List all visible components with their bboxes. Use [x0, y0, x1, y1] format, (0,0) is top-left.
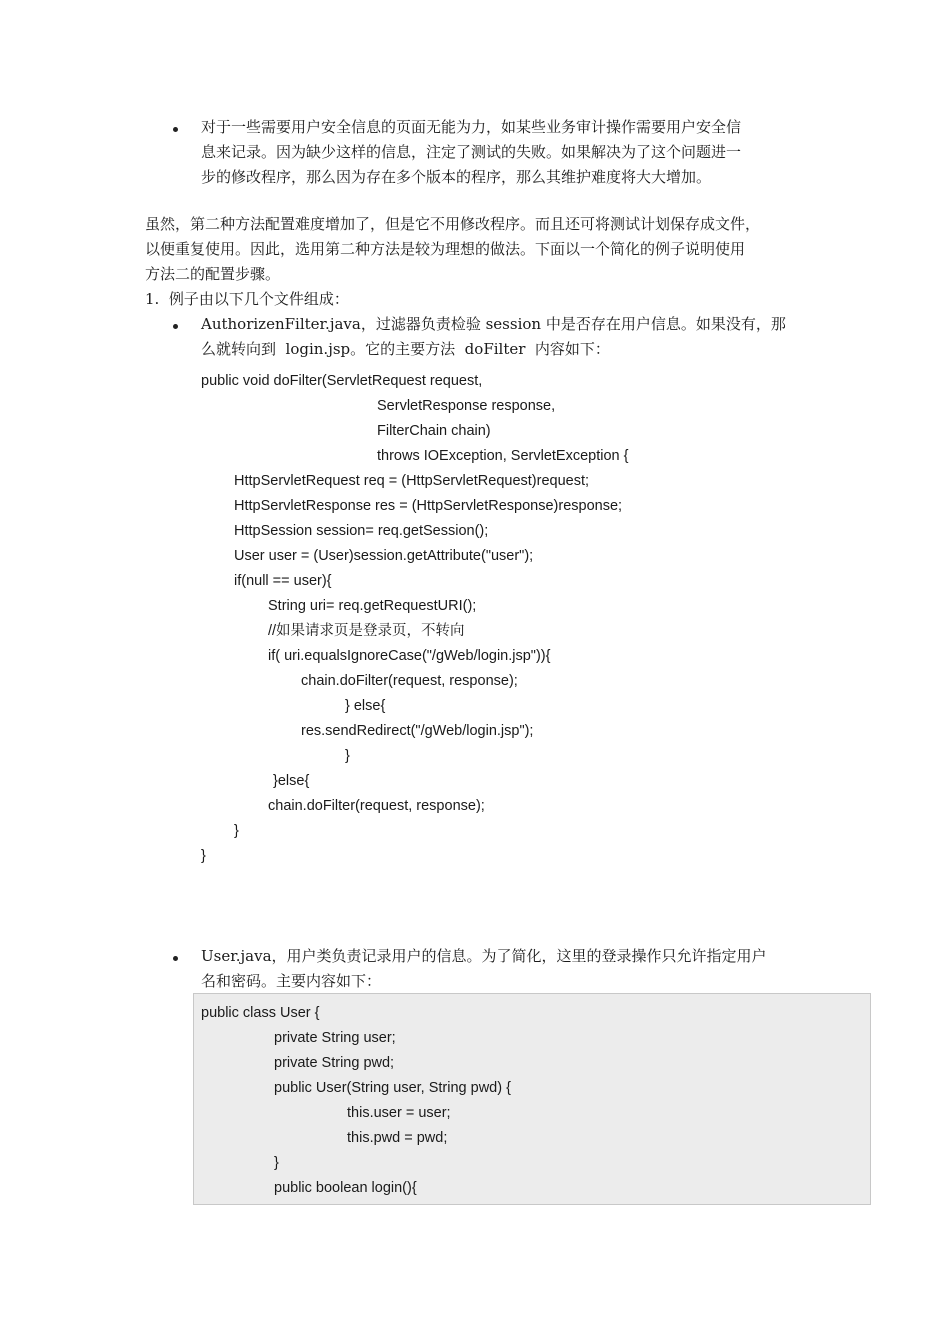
code1-line: } else{ — [345, 698, 386, 714]
code1-line: ServletResponse response, — [377, 398, 556, 414]
bullet1-line-2: 息来记录。因为缺少这样的信息，注定了测试的失败。如果解决为了这个问题进一 — [201, 143, 742, 161]
code1-line: chain.doFilter(request, response); — [268, 798, 485, 814]
code1-line: FilterChain chain) — [377, 423, 491, 439]
bullet-marker — [173, 324, 178, 329]
code2-line: private String user; — [274, 1030, 396, 1046]
bullet2-line-2: 么就转向到 login.jsp。它的主要方法 doFilter 内容如下： — [201, 340, 610, 358]
code1-line: chain.doFilter(request, response); — [301, 673, 518, 689]
code1-line: } — [234, 823, 239, 839]
code2-line: private String pwd; — [274, 1055, 395, 1071]
bullet1-line-3: 步的修改程序，那么因为存在多个版本的程序，那么其维护难度将大大增加。 — [201, 168, 712, 186]
paragraph-line-2: 以便重复使用。因此，选用第二种方法是较为理想的做法。下面以一个简化的例子说明使用 — [145, 240, 746, 258]
code2-line: } — [274, 1155, 279, 1171]
bullet-marker — [173, 956, 178, 961]
code1-line: if( uri.equalsIgnoreCase("/gWeb/login.jsp")){ — [268, 648, 551, 664]
code2-line: public boolean login(){ — [274, 1180, 417, 1196]
paragraph-line-1: 虽然，第二种方法配置难度增加了，但是它不用修改程序。而且还可将测试计划保存成文件， — [145, 215, 761, 233]
code1-line: HttpServletRequest req = (HttpServletRequest)request; — [234, 473, 590, 489]
code1-comment: //如果请求页是登录页，不转向 — [268, 623, 465, 639]
bullet3-line-1: User.java，用户类负责记录用户的信息。为了简化，这里的登录操作只允许指定用户 — [201, 947, 767, 965]
code1-line: HttpSession session= req.getSession(); — [234, 523, 489, 539]
paragraph-line-3: 方法二的配置步骤。 — [145, 265, 281, 283]
bullet3-line-2: 名和密码。主要内容如下： — [201, 972, 382, 990]
code1-line: res.sendRedirect("/gWeb/login.jsp"); — [301, 723, 534, 739]
code2-line: public User(String user, String pwd) { — [274, 1080, 511, 1096]
code1-line: HttpServletResponse res = (HttpServletResponse)response; — [234, 498, 623, 514]
code2-line: this.user = user; — [347, 1105, 451, 1121]
bullet2-line-1: AuthorizenFilter.java，过滤器负责检验 session 中是否存在用户信息。如果没有，那 — [201, 315, 786, 333]
bullet1-line-1: 对于一些需要用户安全信息的页面无能为力，如某些业务审计操作需要用户安全信 — [201, 118, 742, 136]
code1-line: } — [201, 848, 206, 864]
code1-line: public void doFilter(ServletRequest request, — [201, 373, 483, 389]
code2-line: public class User { — [201, 1005, 320, 1021]
bullet-marker — [173, 127, 178, 132]
code1-line: }else{ — [273, 773, 310, 789]
code1-line: if(null == user){ — [234, 573, 332, 589]
code1-line: } — [345, 748, 350, 764]
step1-label: 1. 例子由以下几个文件组成： — [145, 290, 349, 308]
code2-line: this.pwd = pwd; — [347, 1130, 448, 1146]
code1-line: User user = (User)session.getAttribute("user"); — [234, 548, 534, 564]
code1-line: String uri= req.getRequestURI(); — [268, 598, 477, 614]
code1-line: throws IOException, ServletException { — [377, 448, 629, 464]
